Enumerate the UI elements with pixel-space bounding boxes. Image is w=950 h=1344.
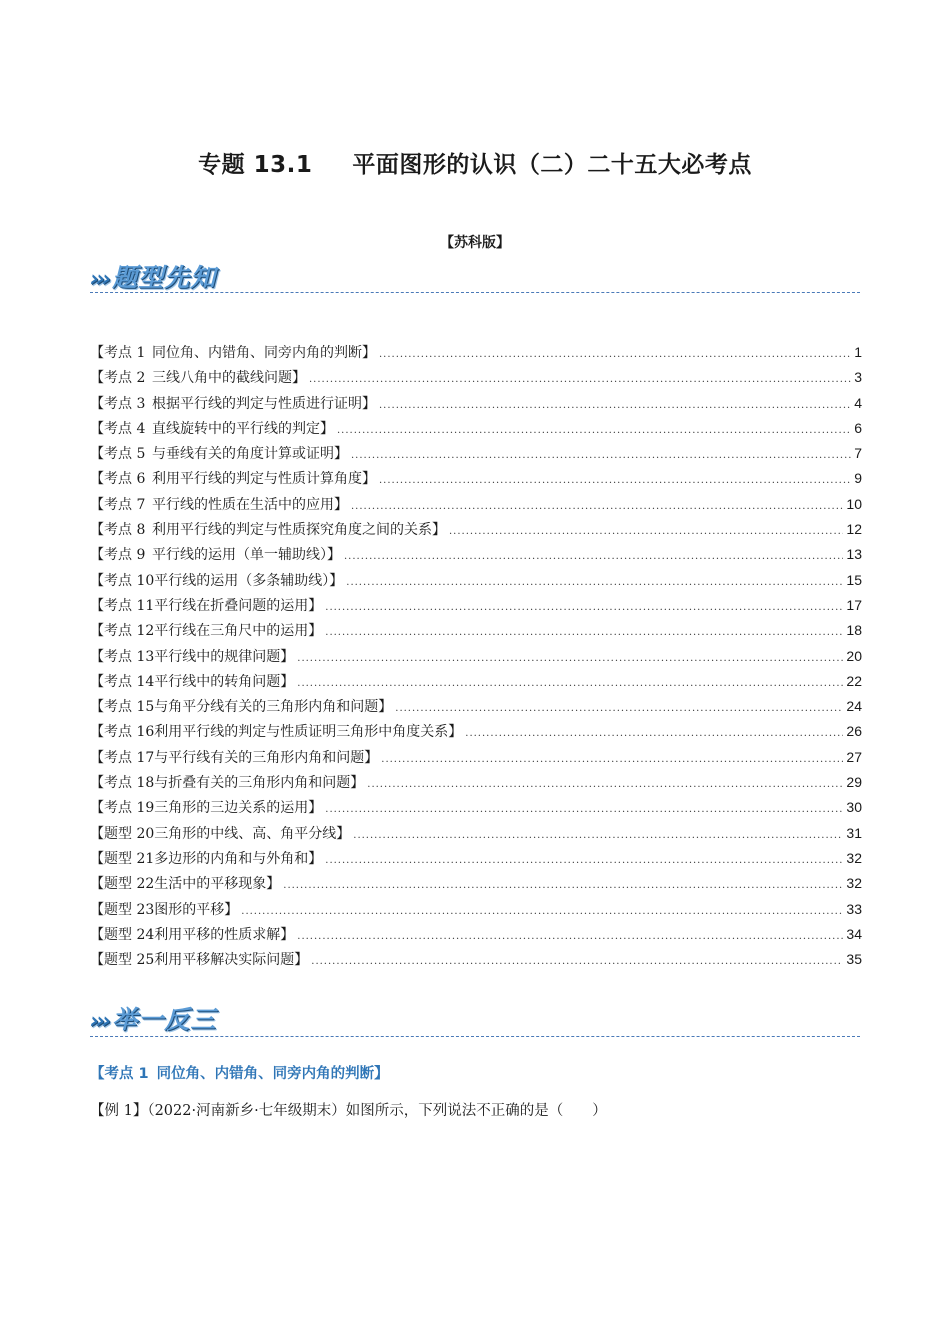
toc-page-number: 24	[846, 698, 862, 715]
toc-entry-title: 平行线在折叠问题的运用】	[154, 597, 323, 614]
toc-entry-title: 与折叠有关的三角形内角和问题】	[154, 775, 365, 792]
toc-entry-tag: 【考点 17	[90, 749, 155, 766]
toc-leader-dots	[297, 931, 843, 942]
toc-entry[interactable]	[90, 924, 862, 949]
toc-entry[interactable]	[90, 899, 862, 924]
toc-page-number: 15	[846, 571, 862, 588]
example-question: 【例 1】（2022·河南新乡·七年级期末）如图所示，下列说法不正确的是（ ）	[90, 1103, 607, 1119]
toc-page-number: 9	[854, 470, 862, 487]
toc-entry-title: 三角形的中线、高、角平分线】	[154, 825, 351, 842]
toc-entry-tag: 【考点 18	[90, 775, 155, 792]
toc-entry-tag: 【题型 20	[90, 825, 155, 842]
toc-page-number: 13	[846, 546, 862, 563]
toc-entry-label	[90, 671, 294, 691]
toc-page-number: 32	[846, 849, 862, 866]
toc-entry[interactable]	[90, 367, 862, 392]
toc-leader-dots	[311, 956, 843, 967]
toc-entry-tag: 【题型 24	[90, 926, 155, 943]
toc-entry[interactable]	[90, 949, 862, 974]
toc-entry[interactable]	[90, 873, 862, 898]
section-title: 同位角、内错角、同旁内角的判断】	[156, 1066, 389, 1082]
toc-entry-label	[90, 418, 334, 438]
toc-leader-dots	[351, 501, 843, 512]
toc-entry-title: 生活中的平移现象】	[154, 876, 281, 893]
toc-leader-dots	[449, 526, 843, 537]
toc-entry[interactable]	[90, 747, 862, 772]
toc-entry[interactable]	[90, 494, 862, 519]
toc-entry-tag: 【题型 22	[90, 876, 155, 893]
toc-entry-title: 平行线中的转角问题】	[154, 673, 295, 690]
toc-leader-dots	[297, 678, 843, 689]
toc-entry-label	[90, 772, 364, 792]
toc-entry[interactable]	[90, 797, 862, 822]
toc-entry-label	[90, 721, 462, 741]
table-of-contents	[90, 342, 862, 974]
toc-page-number: 31	[846, 824, 862, 841]
toc-entry-tag: 【考点 16	[90, 724, 155, 741]
toc-entry[interactable]	[90, 721, 862, 746]
toc-entry-label	[90, 924, 294, 944]
toc-entry-label	[90, 468, 376, 488]
toc-entry-title: 平行线的运用（单一辅助线）】	[152, 547, 341, 564]
toc-entry-tag: 【考点 13	[90, 648, 155, 665]
toc-leader-dots	[325, 804, 843, 815]
toc-leader-dots	[379, 349, 851, 360]
toc-page-number: 12	[846, 521, 862, 538]
toc-entry-tag: 【考点 9	[90, 547, 146, 564]
toc-entry[interactable]	[90, 544, 862, 569]
toc-entry[interactable]	[90, 671, 862, 696]
toc-entry[interactable]	[90, 519, 862, 544]
toc-entry[interactable]	[90, 468, 862, 493]
chevron-icon: ›››	[90, 267, 109, 292]
page-title	[0, 146, 950, 179]
toc-entry-title: 利用平行线的判定与性质证明三角形中角度关系】	[154, 724, 463, 741]
toc-entry[interactable]	[90, 595, 862, 620]
banner-label: 举一反三	[112, 1005, 217, 1034]
toc-leader-dots	[379, 475, 851, 486]
toc-entry-label	[90, 342, 376, 362]
toc-entry-label	[90, 696, 392, 716]
toc-page-number: 17	[846, 596, 862, 613]
toc-entry-tag: 【考点 10	[90, 572, 155, 589]
toc-leader-dots	[241, 906, 843, 917]
toc-entry-title: 根据平行线的判定与性质进行证明】	[152, 395, 376, 412]
section-tag: 【考点 1	[90, 1066, 149, 1082]
toc-entry-label	[90, 949, 308, 969]
toc-page-number: 30	[846, 799, 862, 816]
title-number: 专题 13.1	[198, 152, 313, 178]
edition-label: 【苏科版】	[440, 235, 510, 251]
toc-entry-label	[90, 544, 341, 564]
toc-page-number: 20	[846, 647, 862, 664]
toc-entry-label	[90, 595, 322, 615]
toc-leader-dots	[325, 855, 843, 866]
toc-page-number: 29	[846, 774, 862, 791]
toc-entry-title: 三线八角中的截线问题】	[152, 370, 306, 387]
toc-entry-label	[90, 620, 322, 640]
toc-entry-title: 利用平行线的判定与性质探究角度之间的关系】	[152, 522, 446, 539]
toc-leader-dots	[379, 400, 851, 411]
toc-page-number: 3	[854, 369, 862, 386]
toc-leader-dots	[309, 374, 851, 385]
toc-entry[interactable]	[90, 443, 862, 468]
toc-entry[interactable]	[90, 696, 862, 721]
toc-page-number: 26	[846, 723, 862, 740]
toc-entry-title: 直线旋转中的平行线的判定】	[152, 420, 334, 437]
toc-entry-tag: 【考点 1	[90, 345, 146, 361]
toc-entry-tag: 【考点 5	[90, 446, 146, 463]
toc-entry-title: 平行线的性质在生活中的应用】	[152, 496, 348, 513]
toc-entry-title: 三角形的三边关系的运用】	[154, 800, 323, 817]
toc-entry[interactable]	[90, 772, 862, 797]
toc-entry-tag: 【考点 3	[90, 395, 146, 412]
divider	[90, 1036, 860, 1037]
toc-entry-tag: 【考点 11	[90, 597, 155, 614]
toc-entry-tag: 【考点 4	[90, 420, 146, 437]
toc-leader-dots	[395, 703, 843, 714]
toc-entry-tag: 【考点 8	[90, 522, 146, 539]
toc-page-number: 35	[846, 951, 862, 968]
toc-entry-title: 利用平移解决实际问题】	[154, 952, 309, 969]
toc-entry[interactable]	[90, 823, 862, 848]
toc-page-number: 22	[846, 672, 862, 689]
toc-entry-tag: 【题型 23	[90, 901, 155, 918]
toc-leader-dots	[344, 551, 843, 562]
toc-entry-tag: 【考点 14	[90, 673, 155, 690]
toc-entry-tag: 【考点 19	[90, 800, 155, 817]
toc-leader-dots	[325, 627, 843, 638]
section-heading	[90, 1062, 389, 1083]
toc-leader-dots	[337, 425, 851, 436]
toc-entry-tag: 【考点 6	[90, 471, 146, 488]
toc-entry[interactable]	[90, 393, 862, 418]
toc-entry-title: 平行线中的规律问题】	[154, 648, 295, 665]
toc-page-number: 18	[846, 622, 862, 639]
toc-entry[interactable]	[90, 342, 862, 367]
divider	[90, 292, 860, 293]
toc-entry-label	[90, 747, 378, 767]
banner-label: 题型先知	[112, 263, 217, 292]
toc-entry-title: 利用平行线的判定与性质计算角度】	[152, 471, 376, 488]
toc-entry-tag: 【题型 25	[90, 952, 155, 969]
toc-leader-dots	[381, 754, 843, 765]
toc-entry-title: 与垂线有关的角度计算或证明】	[152, 446, 348, 463]
toc-entry-title: 多边形的内角和与外角和】	[154, 850, 323, 867]
toc-entry-tag: 【考点 2	[90, 370, 146, 387]
toc-leader-dots	[283, 880, 843, 891]
toc-entry-tag: 【考点 15	[90, 699, 155, 716]
toc-page-number: 7	[854, 445, 862, 462]
toc-entry-label	[90, 848, 322, 868]
toc-entry[interactable]	[90, 620, 862, 645]
toc-leader-dots	[351, 450, 851, 461]
toc-entry[interactable]	[90, 646, 862, 671]
toc-leader-dots	[367, 779, 843, 790]
toc-page-number: 10	[846, 495, 862, 512]
toc-entry-label	[90, 899, 238, 919]
toc-entry-tag: 【题型 21	[90, 850, 155, 867]
toc-entry[interactable]	[90, 418, 862, 443]
toc-entry-tag: 【考点 7	[90, 496, 146, 513]
toc-entry[interactable]	[90, 848, 862, 873]
toc-entry-label	[90, 443, 348, 463]
toc-page-number: 34	[846, 925, 862, 942]
toc-entry-title: 同位角、内错角、同旁内角的判断】	[152, 345, 376, 361]
toc-page-number: 6	[854, 419, 862, 436]
toc-entry-title: 图形的平移】	[154, 901, 239, 918]
toc-page-number: 1	[854, 344, 862, 360]
toc-entry-title: 平行线在三角尺中的运用】	[154, 623, 323, 640]
toc-leader-dots	[297, 653, 843, 664]
toc-entry-label	[90, 873, 280, 893]
toc-entry-label	[90, 823, 350, 843]
toc-leader-dots	[465, 728, 843, 739]
toc-entry-label	[90, 646, 294, 666]
toc-entry-label	[90, 393, 376, 413]
title-text: 平面图形的认识（二）二十五大必考点	[352, 152, 752, 178]
toc-entry-label	[90, 494, 348, 514]
toc-entry-label	[90, 519, 446, 539]
toc-page-number: 4	[854, 394, 862, 411]
toc-entry-title: 与平行线有关的三角形内角和问题】	[154, 749, 379, 766]
chevron-icon: ›››	[90, 1009, 109, 1034]
toc-entry-label	[90, 367, 306, 387]
toc-page-number: 27	[846, 748, 862, 765]
toc-leader-dots	[325, 602, 843, 613]
toc-page-number: 33	[846, 900, 862, 917]
toc-entry-label	[90, 570, 343, 590]
toc-page-number: 32	[846, 875, 862, 892]
toc-entry-title: 利用平移的性质求解】	[154, 926, 295, 943]
toc-leader-dots	[353, 830, 843, 841]
toc-entry-label	[90, 797, 322, 817]
toc-entry[interactable]	[90, 570, 862, 595]
toc-entry-title: 与角平分线有关的三角形内角和问题】	[154, 699, 393, 716]
toc-entry-title: 平行线的运用（多条辅助线）】	[154, 572, 344, 589]
toc-entry-tag: 【考点 12	[90, 623, 155, 640]
toc-leader-dots	[346, 577, 843, 588]
